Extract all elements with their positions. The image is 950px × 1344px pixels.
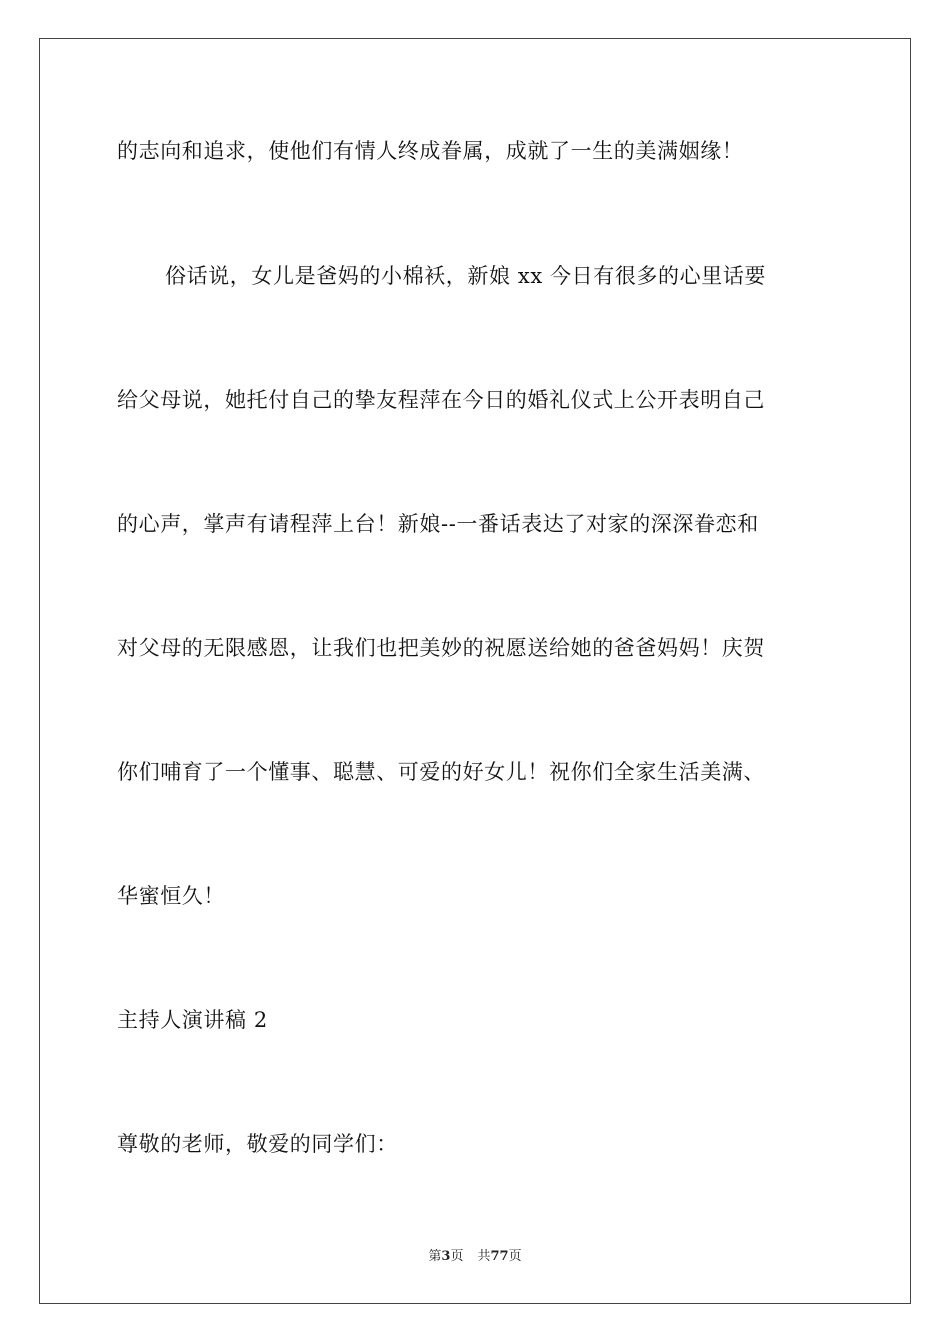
section-heading: 主持人演讲稿 2 xyxy=(117,1008,268,1032)
body-line-6: 你们哺育了一个懂事、聪慧、可爱的好女儿！祝你们全家生活美满、 xyxy=(117,760,765,784)
page-footer xyxy=(0,1248,950,1266)
footer-page-suffix: 页 xyxy=(450,1249,464,1264)
footer-total-pages: 77 xyxy=(490,1249,509,1264)
footer-page-prefix: 第 xyxy=(428,1249,442,1264)
footer-total-suffix: 页 xyxy=(508,1249,522,1264)
page-frame xyxy=(39,38,911,1304)
body-line-3: 给父母说，她托付自己的挚友程萍在今日的婚礼仪式上公开表明自己 xyxy=(117,388,765,412)
salutation-line: 尊敬的老师，敬爱的同学们： xyxy=(117,1132,398,1156)
body-line-2: 俗话说，女儿是爸妈的小棉袄，新娘 xx 今日有很多的心里话要 xyxy=(165,264,767,288)
body-line-7: 华蜜恒久！ xyxy=(117,884,225,908)
body-line-5: 对父母的无限感恩，让我们也把美妙的祝愿送给她的爸爸妈妈！庆贺 xyxy=(117,636,765,660)
body-line-4: 的心声，掌声有请程萍上台！新娘--一番话表达了对家的深深眷恋和 xyxy=(117,512,759,536)
footer-page-number: 3 xyxy=(441,1249,451,1264)
body-line-1: 的志向和追求，使他们有情人终成眷属，成就了一生的美满姻缘！ xyxy=(117,139,744,163)
footer-total-prefix: 共 xyxy=(477,1249,491,1264)
